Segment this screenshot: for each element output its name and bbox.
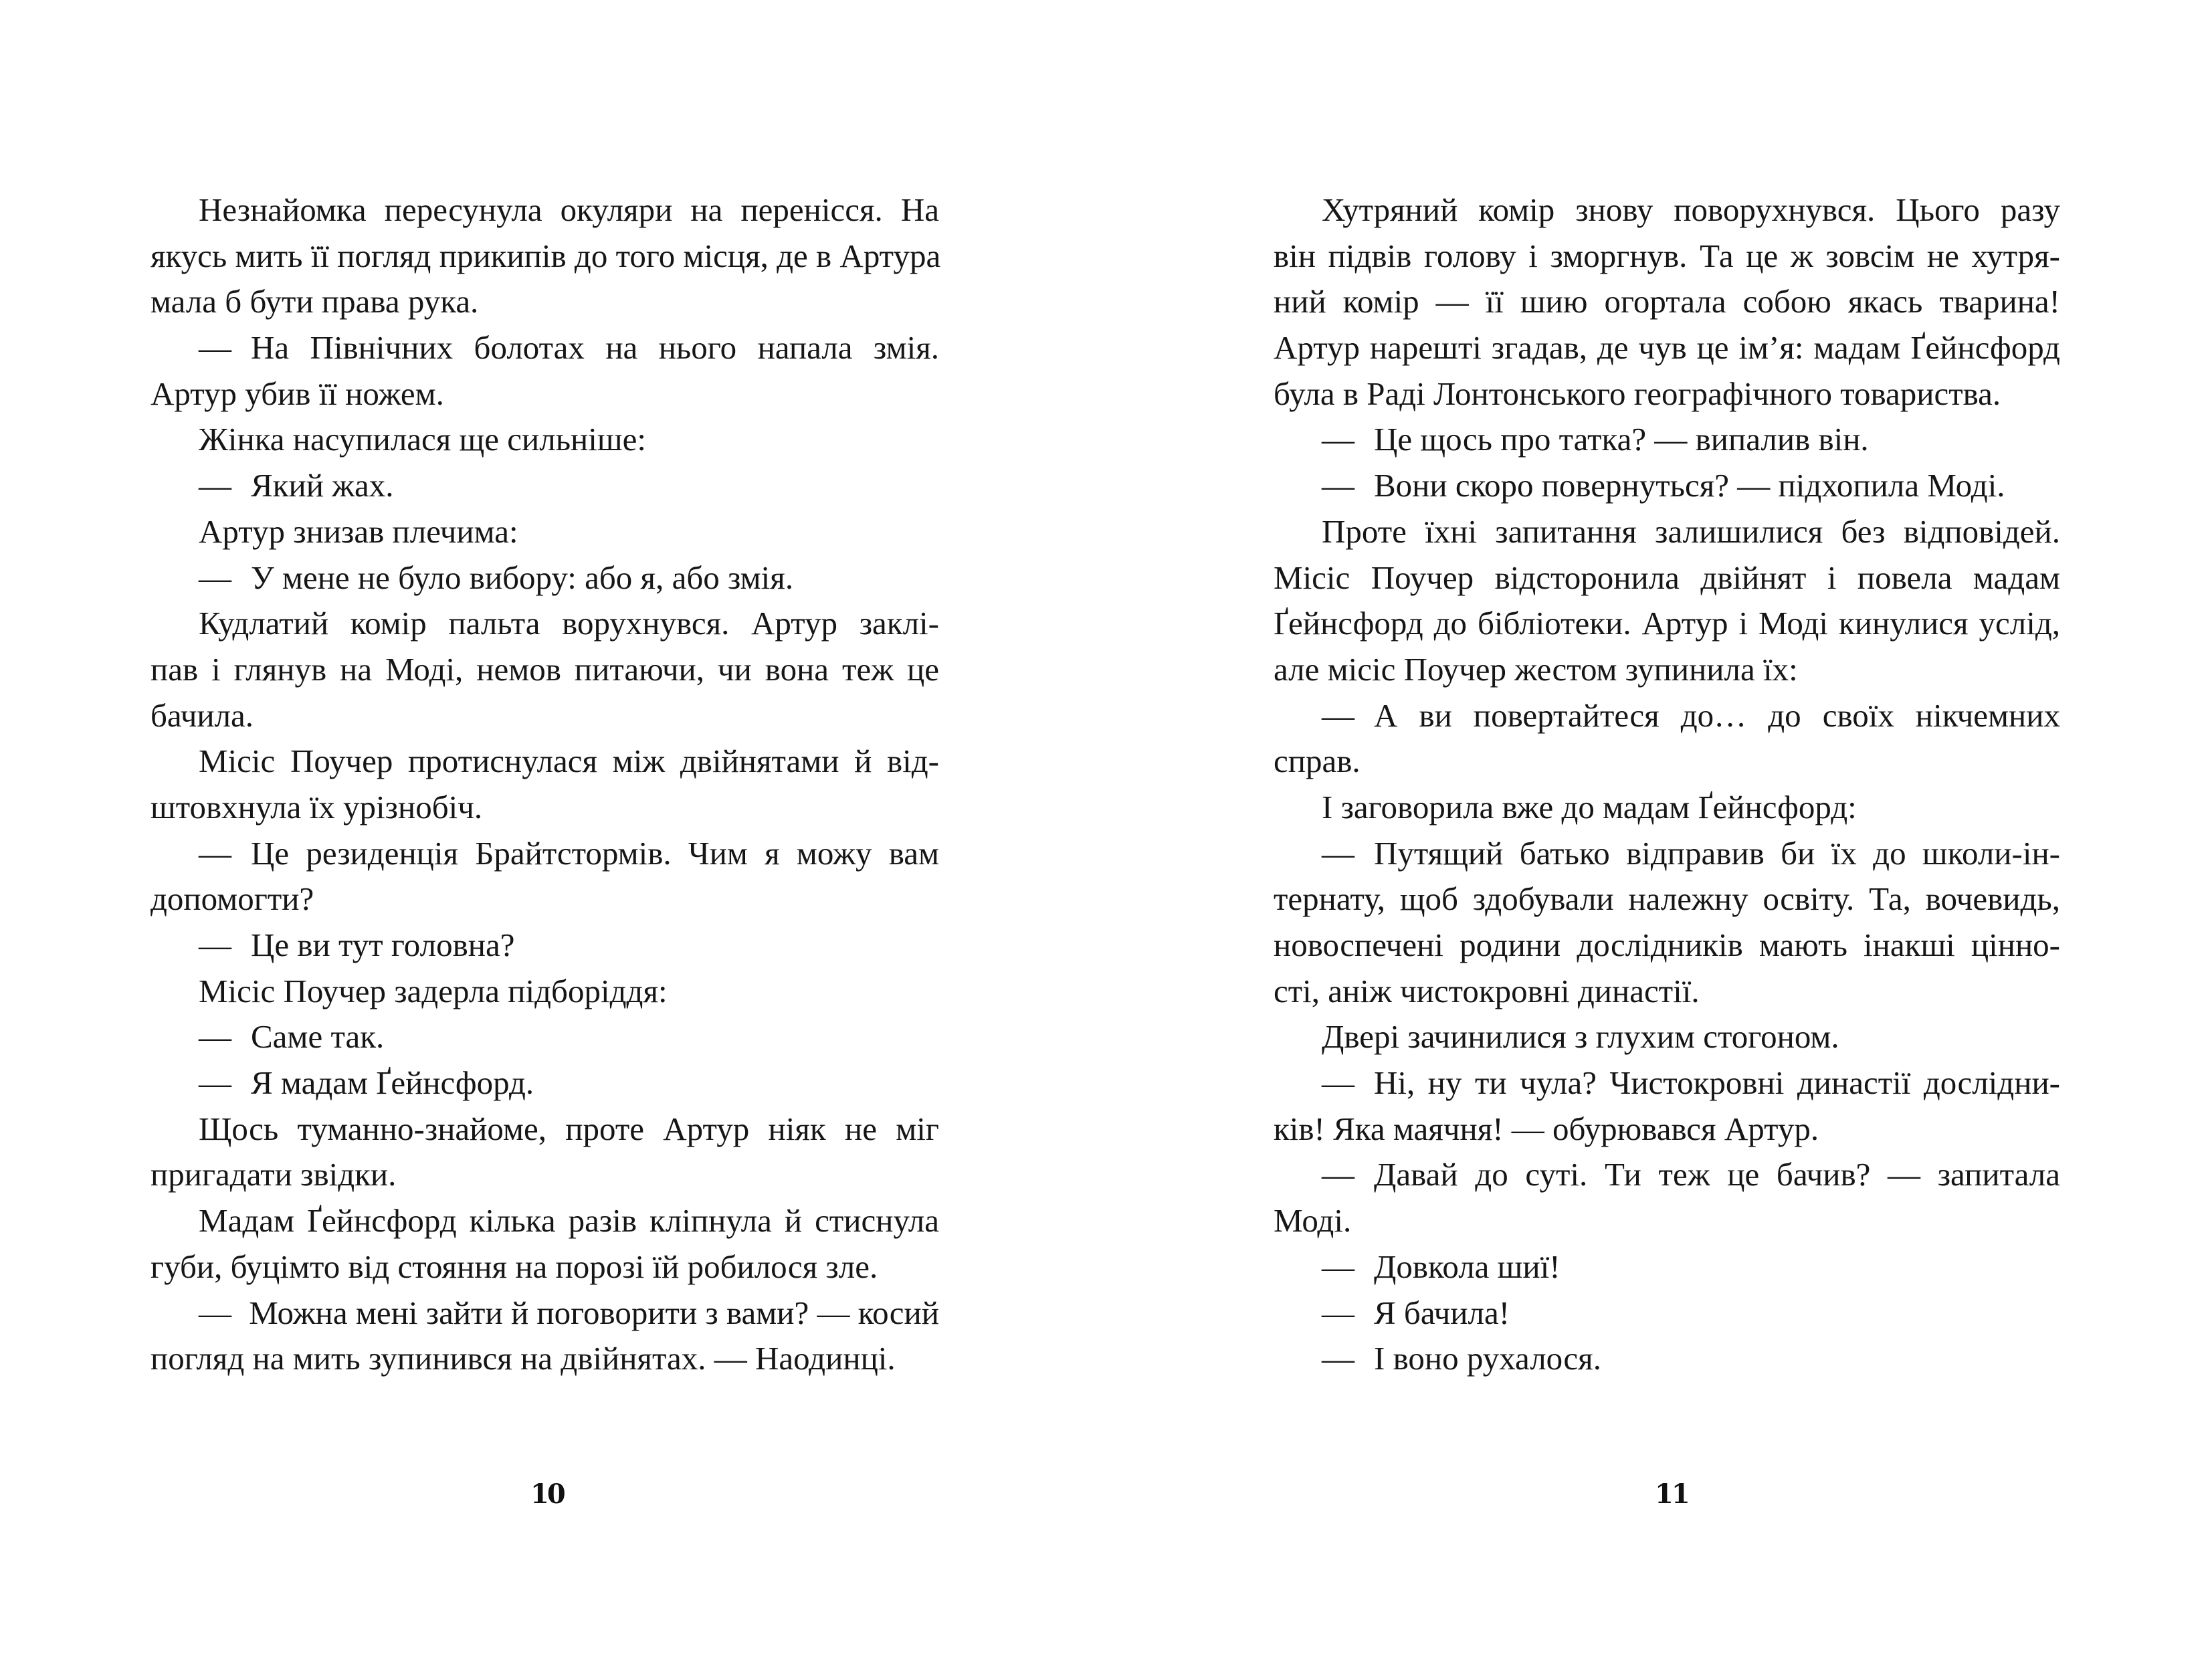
line-text: погляд на мить зупинився на двійнятах. — Наодинці. (150, 1340, 896, 1377)
line-text: У мене не було вибору: або я, або змія. (251, 559, 794, 596)
text-line (150, 371, 939, 417)
line-text: Моді. (1274, 1202, 1352, 1240)
text-line (150, 1106, 939, 1153)
line-text: Путящий батько відправив би їх до школи-ін- (1374, 834, 2060, 872)
dialogue-dash: — (1322, 421, 1354, 458)
dialogue-dash: — (1322, 1340, 1354, 1377)
text-line (150, 233, 939, 280)
narrative-paragraph (1274, 1014, 2060, 1060)
line-text: пригадати звідки. (150, 1156, 397, 1193)
text-line (1274, 417, 2060, 463)
text-line (1274, 969, 2060, 1015)
dialogue-dash: — (1322, 696, 1354, 734)
dialogue-dash: — (199, 1294, 231, 1331)
line-text: Я мадам Ґейнсфорд. (251, 1064, 534, 1102)
text-line (1274, 1014, 2060, 1060)
line-text: сті, аніж чистокровні династії. (1274, 972, 1700, 1009)
page-number-right: 11 (1655, 1478, 1688, 1510)
dialogue-paragraph (150, 1014, 939, 1060)
dialogue-paragraph (1274, 417, 2060, 463)
line-text: Ґейнсфорд до бібліотеки. Артур і Моді кинулися услід, (1274, 605, 2060, 642)
dialogue-dash: — (1322, 1064, 1354, 1102)
page-number-left: 10 (530, 1478, 564, 1510)
line-text: Мадам Ґейнсфорд кілька разів кліпнула й стиснула (199, 1202, 939, 1240)
text-line (150, 555, 939, 601)
text-line (1274, 187, 2060, 233)
text-line (1274, 876, 2060, 922)
line-text: Я бачила! (1374, 1294, 1510, 1331)
line-text: Жінка насупилася ще сильніше: (199, 421, 646, 458)
line-text: Місіс Поучер задерла підборіддя: (199, 972, 668, 1009)
text-line (150, 1336, 939, 1382)
line-text: На Північних болотах на нього напала змія. (251, 329, 939, 367)
text-line (150, 417, 939, 463)
line-text: І воно рухалося. (1374, 1340, 1601, 1377)
dialogue-paragraph (150, 922, 939, 969)
text-line (1274, 463, 2060, 509)
text-line (150, 463, 939, 509)
dialogue-paragraph (150, 463, 939, 509)
dialogue-dash: — (199, 329, 231, 367)
line-text: Щось туманно-знайоме, проте Артур ніяк не міг (199, 1110, 939, 1147)
text-line (150, 1290, 939, 1337)
dialogue-dash: — (1322, 1156, 1354, 1193)
line-text: Проте їхні запитання залишилися без відповідей. (1322, 512, 2060, 550)
line-text: Двері зачинилися з глухим стогоном. (1322, 1018, 1839, 1056)
narrative-paragraph (150, 969, 939, 1015)
line-text: Артур знизав плечима: (199, 512, 518, 550)
line-text: Довкола шиї! (1374, 1248, 1561, 1285)
dialogue-paragraph (150, 555, 939, 601)
text-line (1274, 1198, 2060, 1244)
left-page-text (150, 187, 939, 1382)
dialogue-dash: — (199, 926, 231, 963)
right-page-text (1274, 187, 2060, 1382)
text-line (1274, 233, 2060, 280)
text-line (150, 509, 939, 555)
text-line (1274, 739, 2060, 785)
dialogue-dash: — (1322, 467, 1354, 504)
text-line (150, 922, 939, 969)
dialogue-paragraph (1274, 693, 2060, 785)
dialogue-paragraph (150, 1060, 939, 1106)
dialogue-paragraph (1274, 1244, 2060, 1290)
text-line (150, 969, 939, 1015)
dialogue-paragraph (1274, 1152, 2060, 1244)
dialogue-paragraph (150, 1290, 939, 1382)
line-text: мала б бути права рука. (150, 283, 479, 320)
text-line (1274, 1244, 2060, 1290)
text-line (1274, 555, 2060, 601)
line-text: Вони скоро повернуться? — підхопила Моді. (1374, 467, 2005, 504)
dialogue-dash: — (199, 1064, 231, 1102)
narrative-paragraph (150, 509, 939, 555)
dialogue-dash: — (199, 834, 231, 872)
line-text: новоспечені родини дослідників мають інакші цінно- (1274, 926, 2060, 963)
narrative-paragraph (1274, 509, 2060, 693)
dialogue-dash: — (1322, 834, 1354, 872)
line-text: А ви повертайтеся до… до своїх нікчемних (1374, 696, 2060, 734)
dialogue-paragraph (150, 325, 939, 417)
narrative-paragraph (150, 1198, 939, 1290)
dialogue-dash: — (1322, 1294, 1354, 1331)
text-line (1274, 601, 2060, 647)
text-line (150, 647, 939, 693)
dialogue-dash: — (1322, 1248, 1354, 1285)
dialogue-dash: — (199, 1018, 231, 1056)
dialogue-dash: — (199, 559, 231, 596)
dialogue-paragraph (1274, 1290, 2060, 1337)
text-line (1274, 693, 2060, 739)
line-text: але місіс Поучер жестом зупинила їх: (1274, 650, 1798, 688)
line-text: ків! Яка маячня! — обурювався Артур. (1274, 1110, 1819, 1147)
text-line (1274, 785, 2060, 831)
line-text: Який жах. (251, 467, 394, 504)
dialogue-dash: — (199, 467, 231, 504)
text-line (1274, 831, 2060, 877)
line-text: Саме так. (251, 1018, 385, 1056)
text-line (150, 1014, 939, 1060)
narrative-paragraph (150, 187, 939, 325)
line-text: Артур убив її ножем. (150, 375, 444, 412)
right-page (1106, 0, 2212, 1659)
line-text: тернату, щоб здобували належну освіту. Та, вочевидь, (1274, 880, 2060, 918)
text-line (1274, 509, 2060, 555)
text-line (150, 1198, 939, 1244)
line-text: Місіс Поучер протиснулася між двійнятами й від- (199, 743, 939, 780)
text-line (1274, 1336, 2060, 1382)
line-text: штовхнула їх урізнобіч. (150, 788, 483, 825)
line-text: губи, буцімто від стояння на порозі їй робилося зле. (150, 1248, 878, 1285)
text-line (150, 831, 939, 877)
text-line (150, 1244, 939, 1290)
text-line (1274, 1152, 2060, 1198)
line-text: Це щось про татка? — випалив він. (1374, 421, 1869, 458)
text-line (1274, 922, 2060, 969)
text-line (150, 876, 939, 922)
text-line (150, 187, 939, 233)
line-text: Ні, ну ти чула? Чистокровні династії дослідни- (1374, 1064, 2060, 1102)
text-line (150, 785, 939, 831)
line-text: допомогти? (150, 880, 314, 918)
line-text: справ. (1274, 743, 1361, 780)
text-line (1274, 325, 2060, 371)
text-line (150, 693, 939, 739)
dialogue-paragraph (1274, 831, 2060, 1015)
line-text: Артур нарешті згадав, де чув це ім’я: мадам Ґейнсфорд (1274, 329, 2060, 367)
text-line (1274, 1106, 2060, 1153)
text-line (150, 1152, 939, 1198)
line-text: якусь мить її погляд прикипів до того місця, де в Артура (150, 237, 941, 274)
text-line (150, 601, 939, 647)
text-line (1274, 1290, 2060, 1337)
line-text: ний комір — її шию огортала собою якась тварина! (1274, 283, 2060, 320)
text-line (1274, 647, 2060, 693)
dialogue-paragraph (1274, 1336, 2060, 1382)
line-text: І заговорила вже до мадам Ґейнсфорд: (1322, 788, 1857, 825)
narrative-paragraph (1274, 785, 2060, 831)
line-text: бачила. (150, 696, 254, 734)
line-text: була в Раді Лонтонського географічного товариства. (1274, 375, 2001, 412)
text-line (1274, 1060, 2060, 1106)
text-line (1274, 279, 2060, 325)
line-text: Місіс Поучер відсторонила двійнят і повела мадам (1274, 559, 2060, 596)
line-text: Хутряний комір знову поворухнувся. Цього разу (1322, 191, 2060, 228)
dialogue-paragraph (1274, 1060, 2060, 1152)
line-text: він підвів голову і зморгнув. Та це ж зовсім не хутря- (1274, 237, 2060, 274)
line-text: Можна мені зайти й поговорити з вами? — косий (249, 1294, 939, 1331)
text-line (150, 279, 939, 325)
line-text: Кудлатий комір пальта ворухнувся. Артур заклі- (199, 605, 939, 642)
narrative-paragraph (150, 739, 939, 830)
line-text: Це ви тут головна? (251, 926, 515, 963)
narrative-paragraph (150, 601, 939, 739)
line-text: Незнайомка пересунула окуляри на перенісся. На (199, 191, 939, 228)
narrative-paragraph (150, 417, 939, 463)
line-text: Це резиденція Брайтстормів. Чим я можу вам (251, 834, 939, 872)
text-line (150, 1060, 939, 1106)
line-text: Давай до суті. Ти теж це бачив? — запитала (1374, 1156, 2060, 1193)
text-line (150, 325, 939, 371)
narrative-paragraph (150, 1106, 939, 1198)
dialogue-paragraph (1274, 463, 2060, 509)
narrative-paragraph (1274, 187, 2060, 417)
line-text: пав і глянув на Моді, немов питаючи, чи вона теж це (150, 650, 939, 688)
text-line (1274, 371, 2060, 417)
dialogue-paragraph (150, 831, 939, 922)
text-line (150, 739, 939, 785)
